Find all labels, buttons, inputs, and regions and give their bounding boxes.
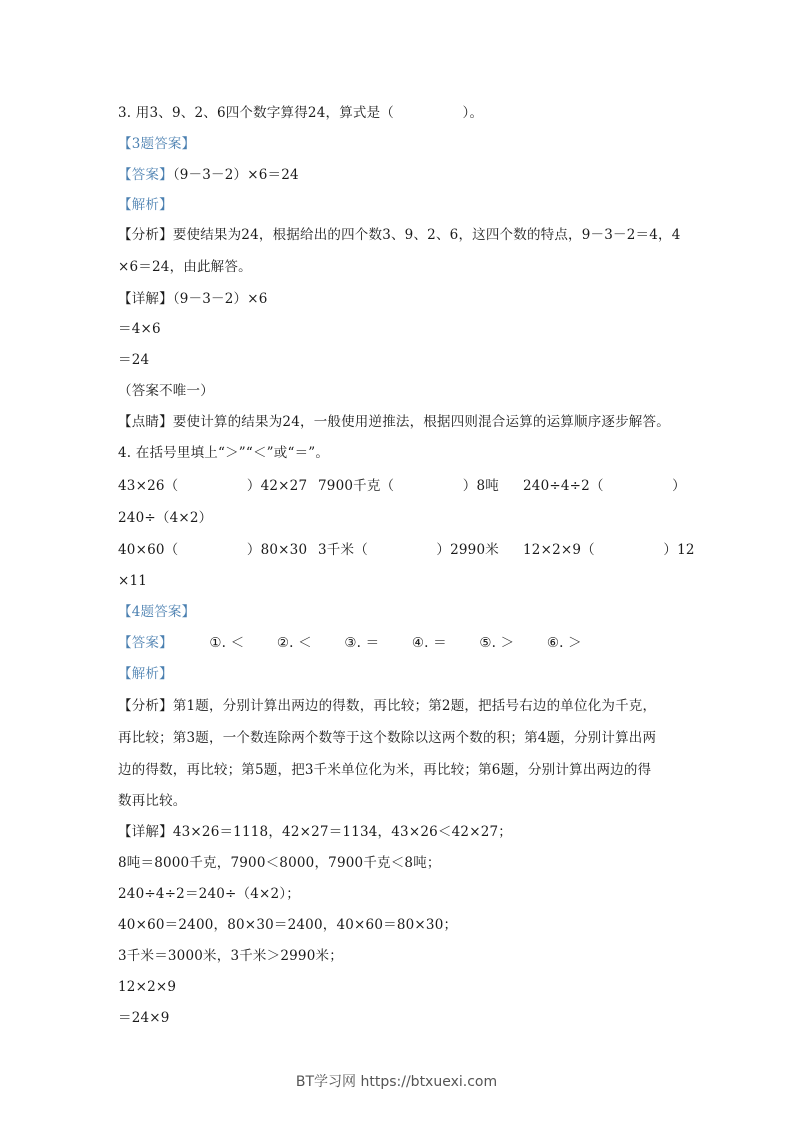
q3-note: （答案不唯一）: [118, 383, 214, 399]
xiangjie-tag: 【详解】: [118, 291, 173, 307]
q3-fenxi-line2: ×6＝24，由此解答。: [118, 259, 252, 275]
q3-fenxi-line1: [118, 226, 681, 244]
q4-fenxi-line4: 数再比较。: [118, 793, 187, 809]
q4-row1: [118, 477, 686, 495]
q3-xiangjie: [118, 290, 268, 308]
q3-answer: [118, 166, 299, 184]
q4-analysis-heading: 【解析】: [118, 666, 173, 682]
answer-tag: 【答案】: [118, 167, 173, 183]
fenxi-tag: 【分析】: [118, 698, 173, 714]
q4-fenxi-line1: [118, 697, 656, 715]
q4-xiangjie-line3: 240÷4÷2＝240÷（4×2）；: [118, 886, 300, 902]
q3-dianjing: [118, 413, 670, 431]
xiangjie-text: 43×26＝1118，42×27＝1134，43×26＜42×27；: [172, 824, 512, 840]
q4-item-5: 3千米（ ）2990米: [318, 542, 499, 558]
xiangjie-tag: 【详解】: [118, 824, 173, 840]
q4-xiangjie-line2: 8吨＝8000千克，7900＜8000，7900千克＜8吨；: [118, 855, 441, 871]
q3-analysis-heading: 【解析】: [118, 197, 173, 213]
fenxi-text: 要使结果为24，根据给出的四个数3、9、2、6，这四个数的特点，9－3－2＝4，4: [172, 227, 681, 243]
dianjing-text: 要使计算的结果为24，一般使用逆推法，根据四则混合运算的运算顺序逐步解答。: [172, 414, 670, 430]
xiangjie-text: （9－3－2）×6: [172, 291, 268, 307]
q4-item-4: 40×60（ ）80×30: [118, 542, 308, 558]
answer-item: ③. ＝: [344, 635, 380, 651]
q3-xiangjie-line3: ＝24: [118, 352, 150, 368]
answer-text: （9－3－2）×6＝24: [172, 167, 299, 183]
answer-item: ⑤. ＞: [479, 635, 515, 651]
q4-xiangjie-line6: 12×2×9: [118, 979, 177, 995]
answer-item: ②. ＜: [276, 635, 312, 651]
answer-item: ⑥. ＞: [546, 635, 582, 651]
q4-item-3: 240÷4÷2（ ）: [523, 478, 686, 494]
q4-xiangjie-line4: 40×60＝2400，80×30＝2400，40×60＝80×30；: [118, 917, 458, 933]
q4-fenxi-line2: 再比较；第3题，一个数连除两个数等于这个数除以这两个数的积；第4题，分别计算出两: [118, 730, 657, 746]
q4-answer-heading: 【4题答案】: [118, 604, 196, 620]
q3-answer-heading: 【3题答案】: [118, 136, 196, 152]
q4-row2-wrap: ×11: [118, 573, 148, 589]
answer-tag: 【答案】: [118, 635, 173, 651]
q4-xiangjie-line5: 3千米＝3000米，3千米＞2990米；: [118, 948, 343, 964]
fenxi-text: 第1题，分别计算出两边的得数，再比较；第2题，把括号右边的单位化为千克，: [172, 698, 657, 714]
q4-question: 4. 在括号里填上“＞”“＜”或“＝”。: [118, 445, 330, 461]
q4-item-1: 43×26（ ）42×27: [118, 478, 308, 494]
q4-fenxi-line3: 边的得数，再比较；第5题，把3千米单位化为米，再比较；第6题，分别计算出两边的得: [118, 762, 652, 778]
fenxi-tag: 【分析】: [118, 227, 173, 243]
q4-xiangjie: [118, 823, 512, 841]
q4-row2: [118, 541, 695, 559]
q3-xiangjie-line2: ＝4×6: [118, 321, 161, 337]
q4-answers: [118, 634, 610, 652]
dianjing-tag: 【点睛】: [118, 414, 173, 430]
q3-question: 3. 用3、9、2、6四个数字算得24，算式是（ ）。: [118, 105, 484, 121]
answer-item: ①. ＜: [209, 635, 245, 651]
answer-item: ④. ＝: [411, 635, 447, 651]
q4-item-2: 7900千克（ ）8吨: [318, 478, 499, 494]
site-watermark: BT学习网 https://btxuexi.com: [295, 1074, 498, 1090]
q4-row1-wrap: 240÷（4×2）: [118, 510, 213, 526]
q4-item-6: 12×2×9（ ）12: [523, 542, 695, 558]
q4-xiangjie-line7: ＝24×9: [118, 1010, 170, 1026]
